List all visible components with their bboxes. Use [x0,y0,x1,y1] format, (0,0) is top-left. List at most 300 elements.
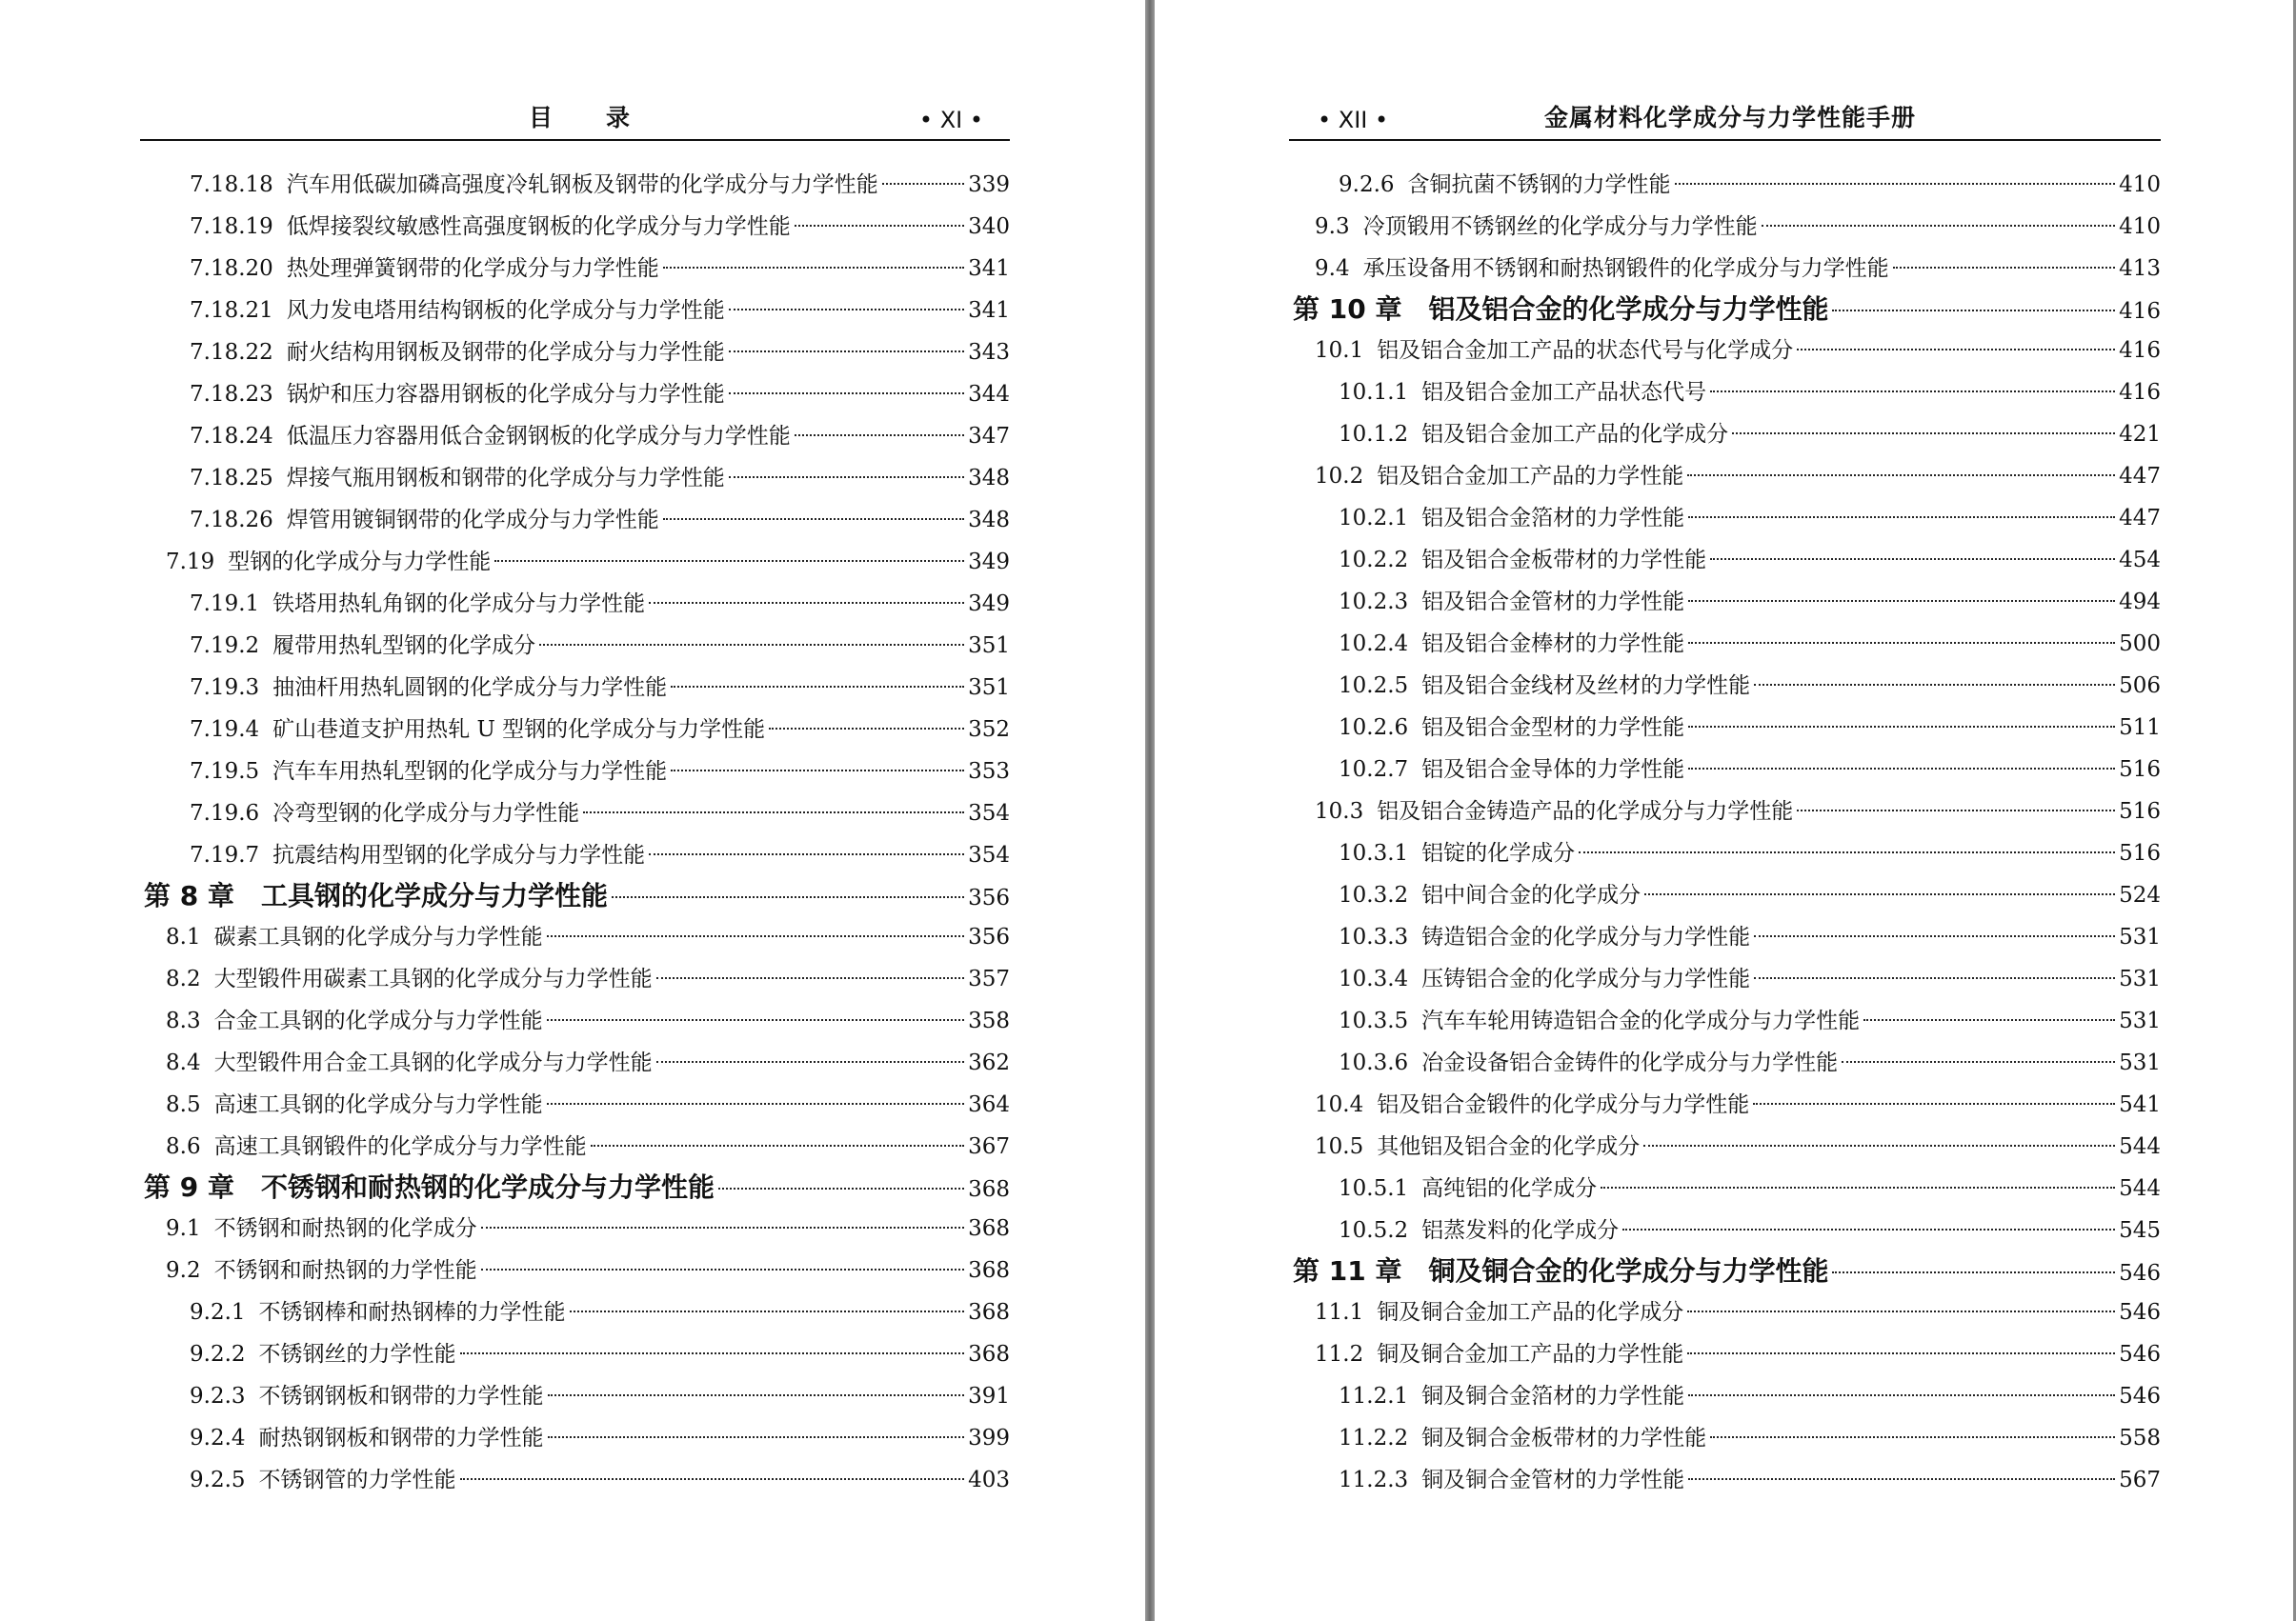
toc-entry-number: 10.5.2 [1339,1218,1409,1243]
toc-entry-number: 8.1 [166,925,201,950]
page-number-label: • XI • [918,107,983,133]
dot-leader [1710,1436,2115,1438]
toc-entry-page: 506 [2119,673,2161,698]
toc-entry-title: 铝及铝合金线材及丝材的力学性能 [1421,673,1751,698]
toc-entry-title: 铝及铝合金加工产品状态代号 [1421,380,1707,405]
toc-entry-title: 铜及铜合金加工产品的力学性能 [1377,1342,1684,1367]
toc-entry-page: 341 [968,256,1010,281]
toc-entry-title: 铝及铝合金管材的力学性能 [1421,590,1685,614]
toc-entry-number: 10.3.1 [1339,841,1409,866]
dot-leader [1893,267,2115,269]
toc-entry-page: 567 [2119,1468,2161,1492]
toc-entry-title: 铝及铝合金加工产品的状态代号与化学成分 [1377,338,1794,363]
toc-entry-title: 铝蒸发料的化学成分 [1421,1218,1620,1243]
running-head [1289,99,2161,141]
toc-entry-page: 349 [968,591,1010,616]
dot-leader [460,1478,964,1480]
toc-entry-number: 7.18.18 [190,172,273,197]
toc-entry-number: 7.18.19 [190,214,273,239]
toc-entry-title: 铝及铝合金加工产品的力学性能 [1377,464,1684,489]
toc-entry-number: 7.18.24 [190,424,273,449]
toc-entry-title: 工具钢的化学成分与力学性能 [260,880,608,911]
toc-entry-title: 大型锻件用碳素工具钢的化学成分与力学性能 [213,967,653,991]
dot-leader [1710,390,2115,392]
toc-entry[interactable] [140,331,1010,373]
toc-entry-page: 410 [2119,214,2161,239]
book-title: 金属材料化学成分与力学性能手册 [1544,104,1917,131]
toc-entry[interactable] [1289,916,2161,958]
toc-entry-page: 421 [2119,422,2161,447]
toc-entry-number: 7.19.1 [190,591,260,616]
dot-leader [663,518,964,520]
toc-entry-page: 391 [968,1384,1010,1409]
dot-leader [795,225,964,227]
toc-entry-number: 9.3 [1315,214,1350,239]
dot-leader [1688,642,2115,644]
toc-entry-number: 11.2.3 [1339,1468,1409,1492]
page-gutter [1145,0,1155,1621]
toc-entry-number: 10.5 [1315,1134,1364,1159]
toc-entry-number: 第 9 章 [144,1171,234,1203]
toc-entry-number: 9.2.2 [190,1342,246,1367]
toc-entry[interactable] [1289,413,2161,455]
dot-leader [1754,935,2115,937]
toc-entry[interactable] [1289,1000,2161,1042]
toc-entry-title: 铝及铝合金锻件的化学成分与力学性能 [1377,1092,1750,1117]
toc-entry[interactable] [1289,1168,2161,1210]
dot-leader [1601,1187,2115,1189]
toc-entry-title: 高纯铝的化学成分 [1421,1176,1598,1201]
toc-entry[interactable] [1289,330,2161,371]
toc-entry-page: 351 [968,675,1010,700]
toc-entry-title: 低焊接裂纹敏感性高强度钢板的化学成分与力学性能 [286,214,791,239]
page-title: 目 录 [529,104,633,131]
dot-leader [547,1019,964,1021]
toc-entry-number: 9.2 [166,1258,201,1283]
toc-entry-page: 348 [968,466,1010,490]
toc-entry-number: 11.1 [1315,1300,1364,1325]
toc-entry-page: 516 [2119,757,2161,782]
toc-entry-page: 344 [968,382,1010,407]
toc-entry[interactable] [140,916,1010,958]
toc-entry[interactable] [1289,248,2161,290]
toc-entry-number: 9.1 [166,1216,201,1241]
toc-entry-title: 汽车车轮用铸造铝合金的化学成分与力学性能 [1421,1009,1861,1033]
toc-entry-page: 516 [2119,841,2161,866]
toc-entry[interactable] [1289,1210,2161,1251]
toc-entry[interactable] [1289,1042,2161,1084]
toc-entry-number: 10.2.6 [1339,715,1409,740]
dot-leader [1753,1103,2115,1105]
toc-entry-title: 热处理弹簧钢带的化学成分与力学性能 [286,256,659,281]
toc-entry[interactable] [1289,455,2161,497]
toc-entry-number: 8.5 [166,1092,201,1117]
toc-entry[interactable] [1289,1291,2161,1333]
toc-entry-title: 合金工具钢的化学成分与力学性能 [213,1009,543,1033]
toc-entry-number: 10.3.6 [1339,1051,1409,1075]
toc-entry-number: 7.19.4 [190,717,260,742]
toc-entry-title: 不锈钢和耐热钢的化学成分 [213,1216,477,1241]
toc-entry-page: 500 [2119,631,2161,656]
toc-chapter-entry[interactable] [1289,290,2161,330]
toc-entry-page: 357 [968,967,1010,991]
toc-entry-page: 356 [968,925,1010,950]
dot-leader [1687,1352,2115,1354]
toc-entry-page: 341 [968,298,1010,323]
toc-entry-number: 第 10 章 [1293,293,1402,325]
toc-entry[interactable] [1289,1459,2161,1501]
toc-entry-page: 368 [968,1300,1010,1325]
toc-entry[interactable] [1289,1126,2161,1168]
toc-entry-page: 356 [968,886,1010,911]
toc-entry[interactable] [1289,790,2161,832]
toc-entry-title: 铝锭的化学成分 [1421,841,1576,866]
toc-entry-title: 汽车车用热轧型钢的化学成分与力学性能 [272,759,668,784]
toc-entry[interactable] [1289,581,2161,623]
toc-entry-title: 矿山巷道支护用热轧 U 型钢的化学成分与力学性能 [272,717,766,742]
toc-entry-title: 不锈钢丝的力学性能 [258,1342,456,1367]
toc-entry-title: 铁塔用热轧角钢的化学成分与力学性能 [272,591,646,616]
dot-leader [1754,977,2115,979]
toc-entry-page: 343 [968,340,1010,365]
toc-entry-page: 368 [968,1258,1010,1283]
dot-leader [547,1103,964,1105]
dot-leader [663,267,964,269]
toc-entry-page: 364 [968,1092,1010,1117]
toc-entry-number: 9.2.4 [190,1426,246,1451]
toc-entry-title: 履带用热轧型钢的化学成分 [272,633,536,658]
toc-entry[interactable] [140,1333,1010,1375]
toc-entry-number: 11.2 [1315,1342,1364,1367]
toc-entry[interactable] [1289,707,2161,749]
toc-entry[interactable] [140,1250,1010,1291]
toc-entry-number: 7.18.20 [190,256,273,281]
toc-entry[interactable] [1289,749,2161,790]
toc-entry-page: 368 [968,1177,1010,1202]
toc-entry[interactable] [140,958,1010,1000]
dot-leader [1688,726,2115,728]
toc-entry[interactable] [140,1291,1010,1333]
dot-leader [649,853,964,855]
toc-entry-title: 汽车用低碳加磷高强度冷轧钢板及钢带的化学成分与力学性能 [286,172,878,197]
toc-entry-title: 铸造铝合金的化学成分与力学性能 [1421,925,1751,950]
toc-entry[interactable] [140,541,1010,583]
toc-entry-number: 11.2.2 [1339,1426,1409,1451]
toc-entry[interactable] [140,792,1010,834]
toc-entry-page: 367 [968,1134,1010,1159]
dot-leader [1832,310,2115,311]
dot-leader [1688,768,2115,770]
toc-entry[interactable] [1289,623,2161,665]
toc-entry-title: 铝及铝合金加工产品的化学成分 [1421,422,1729,447]
toc-entry-number: 7.19.5 [190,759,260,784]
toc-entry-title: 碳素工具钢的化学成分与力学性能 [213,925,543,950]
toc-entry[interactable] [140,1459,1010,1501]
toc-entry[interactable] [140,750,1010,792]
table-of-contents [1289,164,2161,1501]
toc-entry-title: 大型锻件用合金工具钢的化学成分与力学性能 [213,1051,653,1075]
dot-leader [1622,1229,2115,1231]
table-of-contents [140,164,1010,1501]
toc-entry-number: 7.18.21 [190,298,273,323]
toc-entry-page: 413 [2119,256,2161,281]
toc-entry-page: 347 [968,424,1010,449]
toc-entry-title: 冶金设备铝合金铸件的化学成分与力学性能 [1421,1051,1839,1075]
toc-entry-page: 358 [968,1009,1010,1033]
toc-entry-title: 铝及铝合金型材的力学性能 [1421,715,1685,740]
toc-entry-number: 10.2.2 [1339,548,1409,572]
toc-entry-number: 9.2.6 [1339,172,1395,197]
toc-chapter-entry[interactable] [140,876,1010,916]
dot-leader [1754,684,2115,686]
toc-entry-title: 抽油杆用热轧圆钢的化学成分与力学性能 [272,675,668,700]
toc-entry[interactable] [1289,539,2161,581]
toc-entry-page: 546 [2119,1261,2161,1286]
toc-entry-page: 531 [2119,1051,2161,1075]
toc-entry[interactable] [1289,958,2161,1000]
toc-entry-number: 9.2.5 [190,1468,246,1492]
toc-entry-number: 10.2.7 [1339,757,1409,782]
toc-entry-page: 351 [968,633,1010,658]
toc-entry[interactable] [1289,497,2161,539]
toc-entry-number: 10.2.1 [1339,506,1409,530]
dot-leader [591,1145,964,1147]
toc-entry-page: 531 [2119,925,2161,950]
toc-entry-title: 不锈钢和耐热钢的力学性能 [213,1258,477,1283]
toc-entry-title: 承压设备用不锈钢和耐热钢锻件的化学成分与力学性能 [1362,256,1889,281]
toc-entry-title: 耐热钢钢板和钢带的力学性能 [258,1426,544,1451]
toc-entry-number: 第 11 章 [1293,1255,1402,1287]
toc-entry-page: 353 [968,759,1010,784]
toc-entry-number: 7.19 [166,550,215,574]
toc-entry-page: 362 [968,1051,1010,1075]
toc-entry[interactable] [1289,1417,2161,1459]
dot-leader [729,309,964,310]
toc-entry-title: 铜及铜合金加工产品的化学成分 [1377,1300,1684,1325]
toc-entry[interactable] [1289,206,2161,248]
toc-entry-number: 10.1.2 [1339,422,1409,447]
dot-leader [1762,225,2115,227]
toc-entry[interactable] [140,625,1010,667]
toc-entry-title: 耐火结构用钢板及钢带的化学成分与力学性能 [286,340,725,365]
toc-entry-title: 铝及铝合金导体的力学性能 [1421,757,1685,782]
toc-entry[interactable] [140,1208,1010,1250]
toc-entry[interactable] [140,415,1010,457]
left-page [0,0,1145,1621]
toc-entry-page: 399 [968,1426,1010,1451]
toc-entry-title: 抗震结构用型钢的化学成分与力学性能 [272,843,646,868]
toc-entry[interactable] [140,709,1010,750]
toc-entry-title: 铝及铝合金铸造产品的化学成分与力学性能 [1377,799,1794,824]
toc-entry-page: 368 [968,1216,1010,1241]
toc-entry[interactable] [140,1084,1010,1126]
toc-entry-number: 7.18.22 [190,340,273,365]
toc-entry-page: 416 [2119,380,2161,405]
toc-entry-page: 354 [968,801,1010,826]
dot-leader [1732,432,2115,434]
dot-leader [729,392,964,394]
toc-entry[interactable] [1289,874,2161,916]
toc-entry-page: 541 [2119,1092,2161,1117]
toc-entry-title: 高速工具钢的化学成分与力学性能 [213,1092,543,1117]
toc-chapter-entry[interactable] [1289,1251,2161,1291]
toc-entry-page: 546 [2119,1342,2161,1367]
toc-entry[interactable] [140,1042,1010,1084]
toc-entry-page: 524 [2119,883,2161,908]
toc-entry-title: 不锈钢钢板和钢带的力学性能 [258,1384,544,1409]
toc-entry-number: 10.3.2 [1339,883,1409,908]
dot-leader [1688,1478,2115,1480]
toc-entry-page: 368 [968,1342,1010,1367]
toc-entry[interactable] [1289,164,2161,206]
dot-leader [1863,1019,2115,1021]
dot-leader [548,1394,964,1396]
toc-entry[interactable] [140,1375,1010,1417]
toc-entry[interactable] [140,248,1010,290]
toc-entry[interactable] [140,457,1010,499]
toc-entry-number: 9.2.1 [190,1300,246,1325]
toc-entry-number: 8.3 [166,1009,201,1033]
toc-entry-number: 10.2.4 [1339,631,1409,656]
dot-leader [612,896,964,898]
dot-leader [548,1436,964,1438]
toc-entry-title: 其他铝及铝合金的化学成分 [1377,1134,1641,1159]
toc-entry-number: 10.3.4 [1339,967,1409,991]
toc-entry-number: 7.18.26 [190,508,273,532]
toc-entry-page: 531 [2119,1009,2161,1033]
dot-leader [539,644,964,646]
toc-entry-page: 546 [2119,1384,2161,1409]
dot-leader [649,602,964,604]
toc-entry[interactable] [1289,832,2161,874]
toc-entry-page: 340 [968,214,1010,239]
toc-entry[interactable] [140,290,1010,331]
toc-entry-number: 10.4 [1315,1092,1364,1117]
toc-entry-page: 544 [2119,1176,2161,1201]
dot-leader [460,1352,964,1354]
toc-entry[interactable] [1289,665,2161,707]
toc-entry-number: 7.18.23 [190,382,273,407]
toc-entry-page: 410 [2119,172,2161,197]
toc-entry-number: 7.19.2 [190,633,260,658]
toc-entry-number: 9.4 [1315,256,1350,281]
toc-chapter-entry[interactable] [140,1168,1010,1208]
dot-leader [1797,810,2115,811]
dot-leader [1688,600,2115,602]
toc-entry[interactable] [140,1126,1010,1168]
toc-entry-number: 7.19.3 [190,675,260,700]
dot-leader [583,811,964,813]
toc-entry-number: 8.2 [166,967,201,991]
toc-entry-number: 10.1.1 [1339,380,1409,405]
dot-leader [1842,1061,2115,1063]
toc-entry-number: 8.4 [166,1051,201,1075]
toc-entry-page: 416 [2119,338,2161,363]
toc-entry-number: 7.19.7 [190,843,260,868]
toc-entry[interactable] [140,206,1010,248]
toc-entry-page: 339 [968,172,1010,197]
dot-leader [769,728,964,730]
toc-entry-title: 焊管用镀铜钢带的化学成分与力学性能 [286,508,659,532]
dot-leader [1687,474,2115,476]
toc-entry-page: 416 [2119,299,2161,324]
dot-leader [570,1311,964,1312]
dot-leader [729,476,964,478]
toc-entry[interactable] [140,1417,1010,1459]
toc-entry-number: 7.18.25 [190,466,273,490]
toc-entry-page: 403 [968,1468,1010,1492]
toc-entry[interactable] [140,164,1010,206]
toc-entry-number: 9.2.3 [190,1384,246,1409]
toc-entry-page: 447 [2119,506,2161,530]
toc-entry-page: 531 [2119,967,2161,991]
toc-entry[interactable] [140,373,1010,415]
toc-entry-title: 冷弯型钢的化学成分与力学性能 [272,801,580,826]
right-page [1155,0,2296,1621]
toc-entry[interactable] [140,834,1010,876]
dot-leader [729,350,964,352]
toc-entry-number: 10.3.5 [1339,1009,1409,1033]
toc-entry[interactable] [1289,371,2161,413]
dot-leader [882,183,964,185]
toc-entry-page: 558 [2119,1426,2161,1451]
dot-leader [1579,851,2115,853]
toc-entry[interactable] [140,667,1010,709]
toc-entry-title: 焊接气瓶用钢板和钢带的化学成分与力学性能 [286,466,725,490]
dot-leader [671,770,964,771]
toc-entry-title: 铝中间合金的化学成分 [1421,883,1641,908]
toc-entry[interactable] [140,583,1010,625]
dot-leader [481,1227,964,1229]
dot-leader [671,686,964,688]
dot-leader [1688,516,2115,518]
toc-entry-title: 铝及铝合金的化学成分与力学性能 [1428,293,1829,325]
toc-entry-number: 10.1 [1315,338,1364,363]
toc-entry-page: 544 [2119,1134,2161,1159]
toc-entry-title: 含铜抗菌不锈钢的力学性能 [1407,172,1671,197]
toc-entry-page: 348 [968,508,1010,532]
toc-entry-number: 第 8 章 [144,880,234,911]
toc-entry-number: 8.6 [166,1134,201,1159]
toc-entry-title: 风力发电塔用结构钢板的化学成分与力学性能 [286,298,725,323]
toc-entry[interactable] [1289,1333,2161,1375]
toc-entry-page: 349 [968,550,1010,574]
toc-entry-title: 型钢的化学成分与力学性能 [228,550,492,574]
toc-entry-title: 压铸铝合金的化学成分与力学性能 [1421,967,1751,991]
toc-entry-title: 不锈钢管的力学性能 [258,1468,456,1492]
dot-leader [656,977,964,979]
dot-leader [1644,893,2115,895]
toc-entry[interactable] [140,499,1010,541]
toc-entry-page: 545 [2119,1218,2161,1243]
toc-entry-number: 11.2.1 [1339,1384,1409,1409]
toc-entry-number: 10.3 [1315,799,1364,824]
toc-entry[interactable] [1289,1084,2161,1126]
dot-leader [481,1269,964,1271]
toc-entry-page: 447 [2119,464,2161,489]
toc-entry-page: 546 [2119,1300,2161,1325]
dot-leader [1832,1271,2115,1273]
toc-entry-title: 低温压力容器用低合金钢钢板的化学成分与力学性能 [286,424,791,449]
toc-entry-page: 511 [2119,715,2161,740]
dot-leader [1797,349,2115,350]
toc-entry-number: 10.5.1 [1339,1176,1409,1201]
toc-entry[interactable] [1289,1375,2161,1417]
toc-entry[interactable] [140,1000,1010,1042]
toc-entry-title: 铜及铜合金箔材的力学性能 [1421,1384,1685,1409]
toc-entry-title: 铝及铝合金板带材的力学性能 [1421,548,1707,572]
toc-entry-number: 10.2.5 [1339,673,1409,698]
